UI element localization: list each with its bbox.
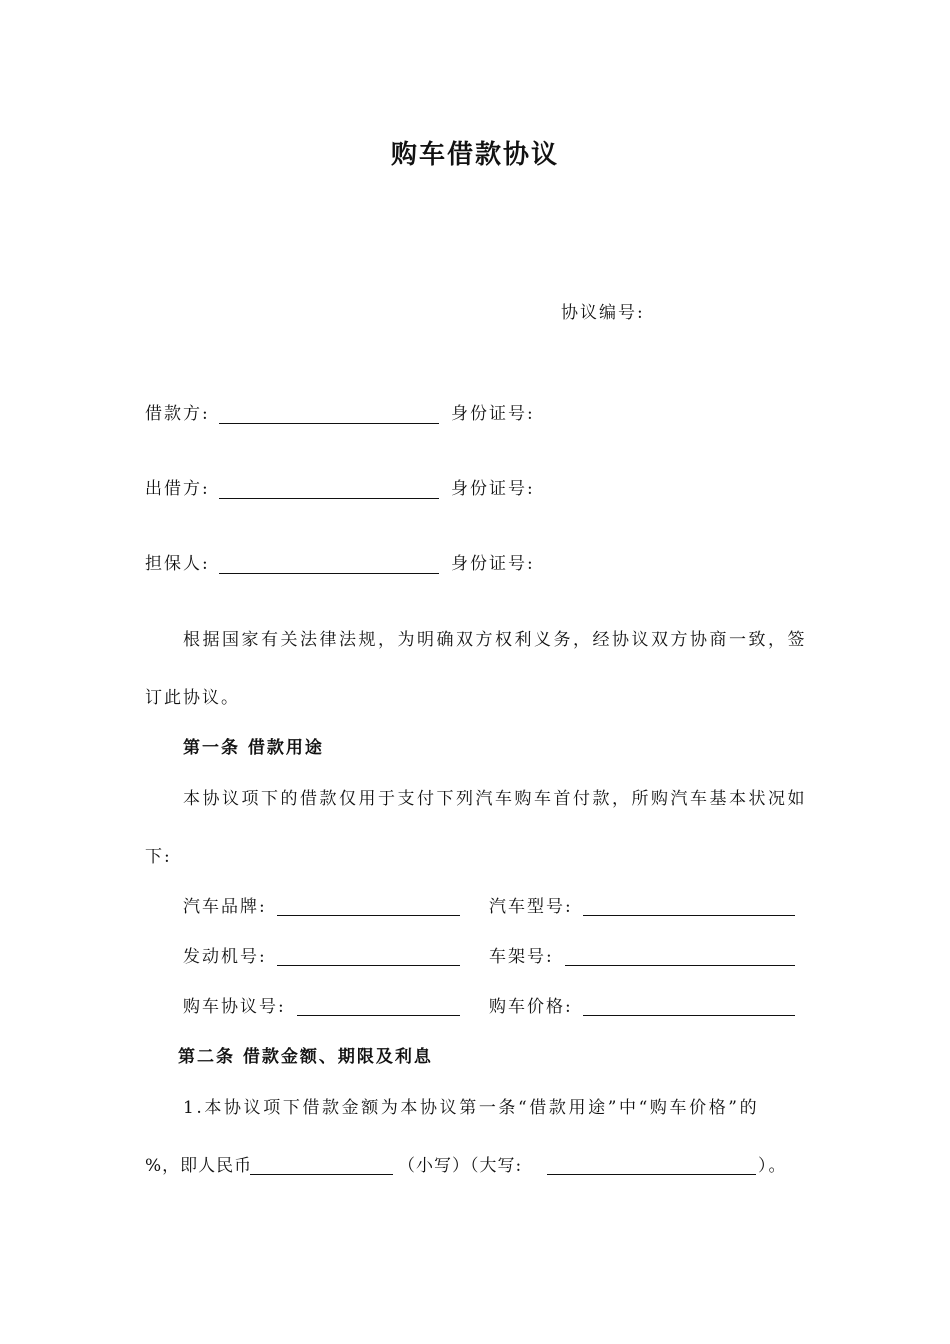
frame-number-line[interactable] — [565, 965, 795, 966]
car-brand-line[interactable] — [277, 915, 460, 916]
lender-id-label: 身份证号: — [451, 479, 535, 499]
loan-amount-capital-line[interactable] — [547, 1174, 756, 1175]
guarantor-label: 担保人: — [145, 554, 210, 574]
article-2-line-2-end: ）。 — [758, 1156, 788, 1176]
intro-line-1: 根据国家有关法律法规，为明确双方权利义务，经协议双方协商一致，签 — [183, 630, 807, 650]
lender-label: 出借方: — [145, 479, 210, 499]
article-2-line-2-small: （小写）（大写: — [398, 1156, 523, 1176]
car-model-label: 汽车型号: — [489, 897, 573, 917]
article-2-line-1: 1.本协议项下借款金额为本协议第一条“借款用途”中“购车价格”的 — [183, 1098, 760, 1118]
guarantor-name-line[interactable] — [219, 573, 439, 574]
article-1-heading: 第一条 借款用途 — [183, 738, 324, 758]
article-1-body-line-1: 本协议项下的借款仅用于支付下列汽车购车首付款，所购汽车基本状况如 — [183, 789, 807, 809]
frame-number-label: 车架号: — [489, 947, 554, 967]
article-1-body-line-2: 下: — [145, 847, 172, 867]
engine-number-line[interactable] — [277, 965, 460, 966]
purchase-price-label: 购车价格: — [489, 997, 573, 1017]
engine-number-label: 发动机号: — [183, 947, 267, 967]
article-2-heading: 第二条 借款金额、期限及利息 — [178, 1047, 433, 1067]
purchase-price-line[interactable] — [583, 1015, 795, 1016]
loan-amount-small-line[interactable] — [250, 1174, 393, 1175]
purchase-contract-number-label: 购车协议号: — [183, 997, 286, 1017]
car-model-line[interactable] — [583, 915, 795, 916]
guarantor-id-label: 身份证号: — [451, 554, 535, 574]
document-title: 购车借款协议 — [390, 140, 559, 170]
intro-line-2: 订此协议。 — [145, 688, 240, 708]
purchase-contract-number-line[interactable] — [297, 1015, 460, 1016]
borrower-id-label: 身份证号: — [451, 404, 535, 424]
borrower-label: 借款方: — [145, 404, 210, 424]
agreement-number-label: 协议编号: — [561, 303, 645, 323]
lender-name-line[interactable] — [219, 498, 439, 499]
borrower-name-line[interactable] — [219, 423, 439, 424]
car-brand-label: 汽车品牌: — [183, 897, 267, 917]
article-2-line-2-prefix: %，即人民币 — [145, 1156, 253, 1176]
